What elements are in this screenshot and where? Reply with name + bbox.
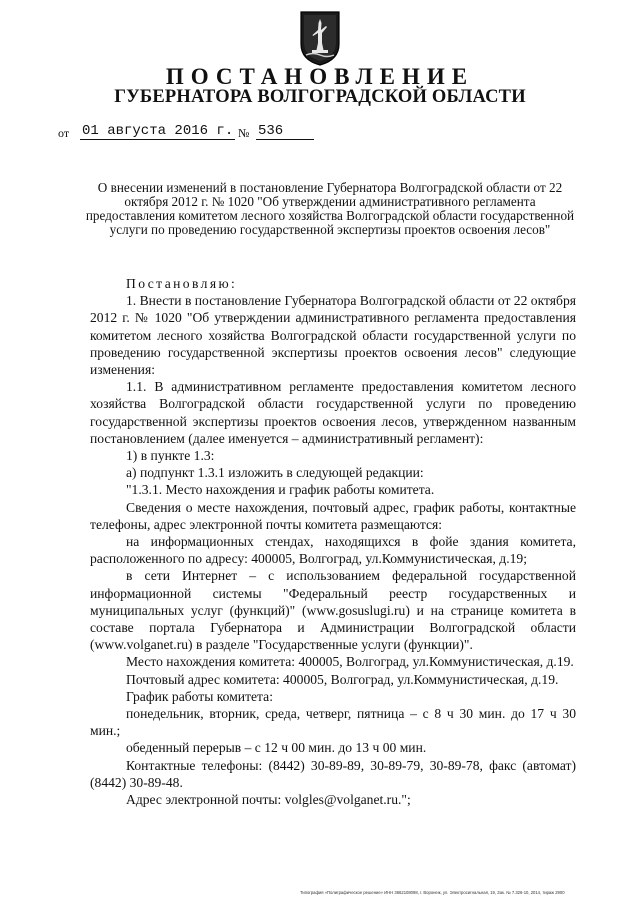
printer-imprint: Типография «Полиграфическое решение» ИНН 3662108098, г. Воронеж, ул. Электросигнальная, 19, Зак. № 7.326-10, 2014, тираж 2900	[300, 890, 565, 895]
document-number: 536	[256, 123, 314, 140]
body-paragraph: обеденный перерыв – с 12 ч 00 мин. до 13 ч 00 мин.	[126, 740, 427, 756]
body-paragraph: на информационных стендах, находящихся в фойе здания комитета, расположенного по адресу: 400005, Волгоград, ул.Коммунистическая, д.19;	[90, 534, 576, 567]
body-paragraph: График работы комитета:	[126, 688, 273, 704]
body-paragraph: а) подпункт 1.3.1 изложить в следующей редакции:	[126, 465, 424, 481]
number-label: №	[238, 126, 250, 140]
body-paragraph: в сети Интернет – с использованием федеральной государственной информационной системы "Федеральный реестр государственных и муниципальных услуг (функций)" (www.gosuslugi.ru) и на странице комитета в составе портала Губернатора и Администрации Волгоградской области (www.volganet.ru) в разделе "Государственные услуги (функции)".	[90, 568, 576, 653]
from-label: от	[58, 126, 70, 140]
body-paragraph: "1.3.1. Место нахождения и график работы комитета.	[126, 482, 435, 498]
body-paragraph: 1) в пункте 1.3:	[126, 448, 215, 464]
body-paragraph: 1.1. В административном регламенте предоставления комитетом лесного хозяйства Волгоградской области государственной услуги по проведению государственной экспертизы проектов освоения лесов, утвержденном названным постановлением (далее именуется – административный регламент):	[90, 379, 576, 446]
body-paragraph: Контактные телефоны: (8442) 30-89-89, 30-89-79, 30-89-78, факс (автомат) (8442) 30-89-48.	[90, 757, 576, 790]
document-date: 01 августа 2016 г.	[82, 123, 234, 139]
date-number-line	[58, 123, 318, 145]
body-paragraph: Адрес электронной почты: volgles@volganet.ru.";	[126, 792, 411, 808]
body-paragraph: Почтовый адрес комитета: 400005, Волгоград, ул.Коммунистическая, д.19.	[126, 671, 559, 687]
body-paragraph: 1. Внести в постановление Губернатора Волгоградской области от 22 октября 2012 г. № 1020 "Об утверждении административного регламента предоставления комитетом лесного хозяйства Волгоградской области государственной услуги по проведению государственной экспертизы проектов освоения лесов" следующие изменения:	[90, 293, 576, 378]
document-title: ПОСТАНОВЛЕНИЕ	[165, 64, 475, 89]
decree-intro: Постановляю:	[126, 276, 238, 291]
body-paragraph: Сведения о месте нахождения, почтовый адрес, график работы, контактные телефоны, адрес электронной почты комитета размещаются:	[90, 499, 576, 532]
document-body	[90, 275, 576, 808]
body-paragraph: понедельник, вторник, среда, четверг, пятница – с 8 ч 30 мин. до 17 ч 30 мин.;	[90, 706, 576, 739]
coat-of-arms-emblem	[299, 10, 341, 66]
body-paragraph: Место нахождения комитета: 400005, Волгоград, ул.Коммунистическая, д.19.	[126, 654, 574, 670]
document-subject: О внесении изменений в постановление Губернатора Волгоградской области от 22 октября 2012 г. № 1020 "Об утверждении административного регламента предоставления комитетом лесного хозяйства Волгоградской области государственной услуги по проведению государственной экспертизы проектов освоения лесов"	[85, 180, 575, 237]
document-issuer: ГУБЕРНАТОРА ВОЛГОГРАДСКОЙ ОБЛАСТИ	[114, 87, 526, 107]
